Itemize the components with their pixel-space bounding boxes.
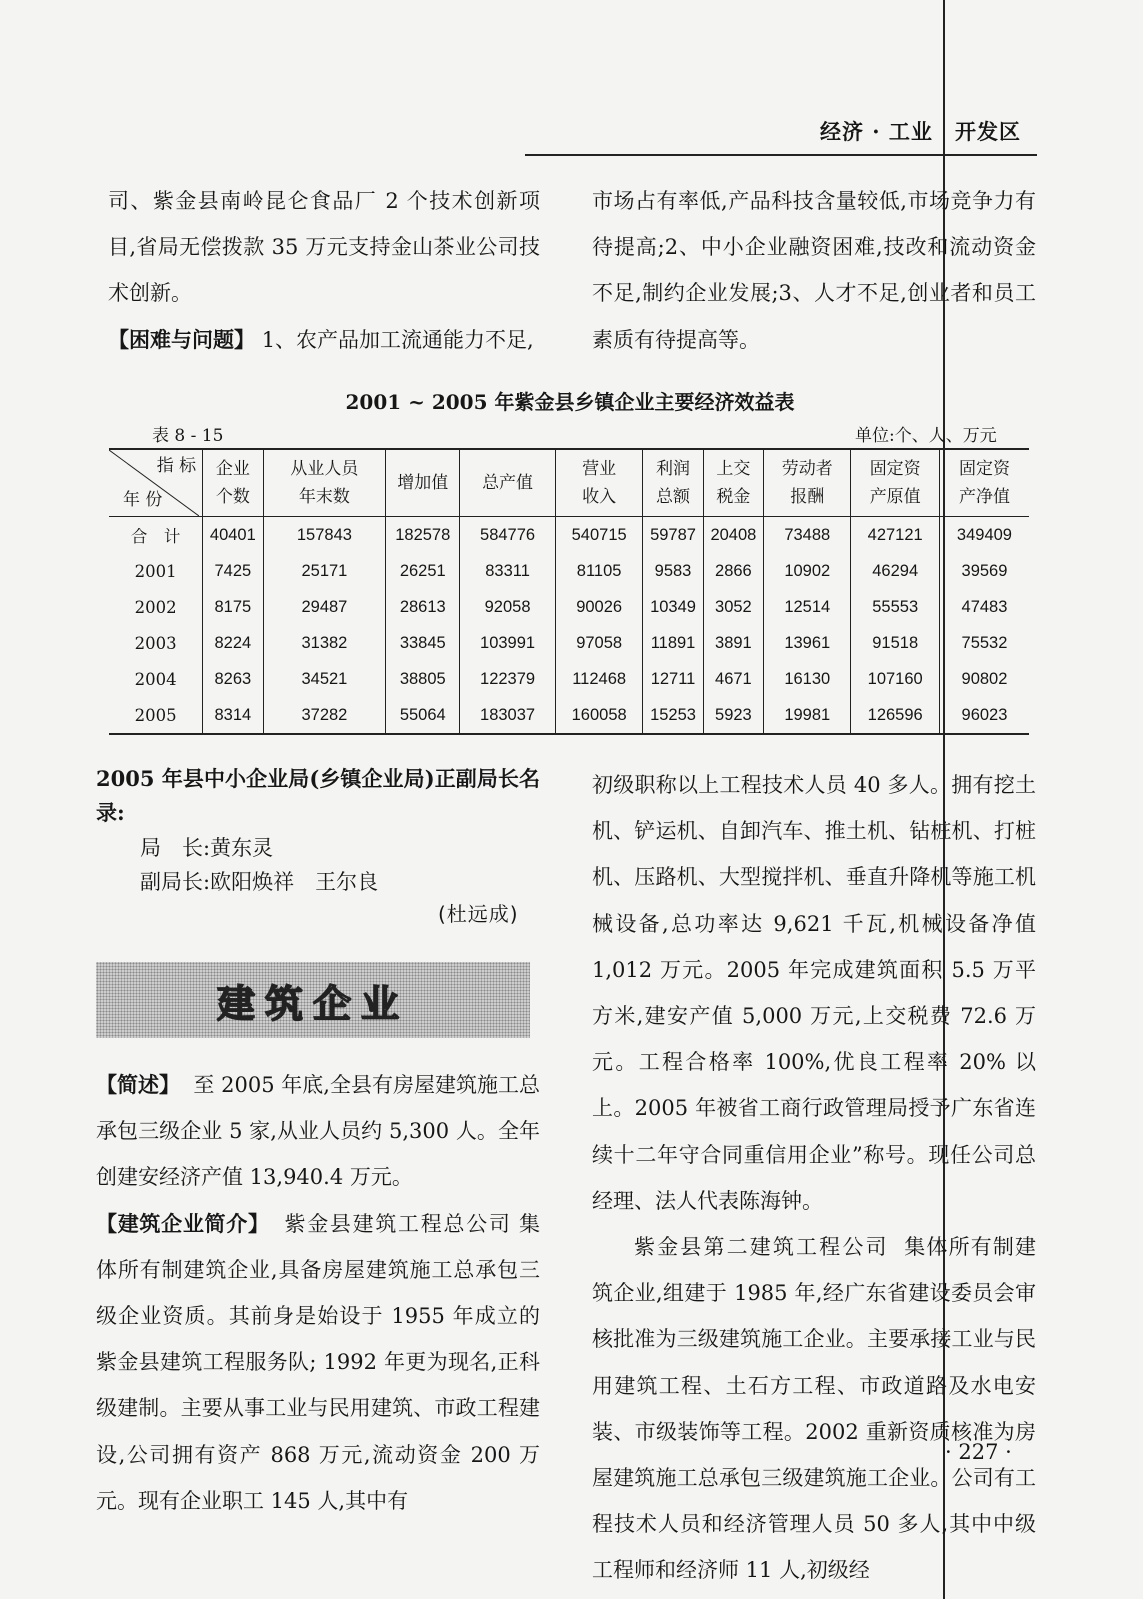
- table-unit: 单位:个、人、万元: [855, 426, 997, 446]
- table-cell: 90026: [555, 589, 642, 625]
- table-cell: 90802: [939, 661, 1029, 697]
- difficulty-label: 【困难与问题】: [108, 326, 255, 352]
- table-row-label: 2004: [134, 669, 177, 689]
- table-cell: 92058: [460, 589, 556, 625]
- running-header-section: 开发区: [955, 119, 1021, 144]
- table-cell: 10349: [643, 589, 703, 625]
- table-number: 表 8 - 15: [152, 426, 224, 446]
- table-header-text: 固定资: [958, 459, 1010, 479]
- table-header-text: 企业: [215, 459, 250, 479]
- table-header-cell: [851, 449, 939, 517]
- top-right-column: [592, 178, 1036, 363]
- running-header-category: 经济 · 工业: [820, 119, 933, 144]
- table-cell: 31382: [263, 625, 386, 661]
- section-banner-title: 建筑企业: [216, 981, 409, 1026]
- table-cell: 540715: [555, 517, 642, 554]
- table-row: [109, 697, 1029, 734]
- table-cell: 3052: [703, 589, 763, 625]
- table-cell: 11891: [643, 625, 703, 661]
- bottom-left-column: [96, 1062, 540, 1524]
- table-header-cell: [203, 449, 263, 517]
- corner-column-label: 指 标: [156, 456, 197, 476]
- table-cell: 10902: [764, 553, 851, 589]
- table-cell: 349409: [939, 517, 1029, 554]
- table-cell: 182578: [386, 517, 460, 554]
- deputy-director-line: 副局长:欧阳焕祥 王尔良: [140, 870, 379, 894]
- table-cell: 38805: [386, 661, 460, 697]
- table-header-text: 劳动者: [781, 459, 833, 479]
- table-header-text: 固定资: [869, 459, 921, 479]
- table-cell: 107160: [851, 661, 939, 697]
- bottom-right-column: [592, 762, 1036, 1594]
- table-cell: 4671: [703, 661, 763, 697]
- table-cell: 15253: [643, 697, 703, 734]
- table-cell: 103991: [460, 625, 556, 661]
- difficulty-paragraph: [108, 317, 540, 363]
- table-cell: 26251: [386, 553, 460, 589]
- table-cell: 3891: [703, 625, 763, 661]
- table-body: [109, 517, 1029, 735]
- table-corner-cell: [109, 449, 203, 517]
- table-cell: 2866: [703, 553, 763, 589]
- author-credit: (杜远成): [438, 902, 519, 926]
- table-cell: 33845: [386, 625, 460, 661]
- table-cell: 39569: [939, 553, 1029, 589]
- table-cell: 19981: [764, 697, 851, 734]
- summary-text: 至 2005 年底,全县有房屋建筑施工总承包三级企业 5 家,从业人员约 5,300 人。全年创建安经济产值 13,940.4 万元。: [96, 1073, 541, 1190]
- table-cell: 46294: [851, 553, 939, 589]
- table-cell: 59787: [643, 517, 703, 554]
- table-header-text: 总额: [656, 487, 691, 507]
- table-cell: 8314: [203, 697, 263, 734]
- intro-text: 集体所有制建筑企业,具备房屋建筑施工总承包三级企业资质。其前身是始设于 1955 年成立的紫金县建筑工程服务队; 1992 年更为现名,正科级建制。主要从事工业与民用建筑、市政工程建设,公司拥有资产 868 万元,流动资金 200 万元。现有企业职工 145 人,其中有: [96, 1211, 540, 1513]
- header-rule: [525, 154, 1037, 156]
- page-number: · 227 ·: [945, 1440, 1012, 1464]
- summary-paragraph: [96, 1062, 540, 1201]
- table-cell: 91518: [851, 625, 939, 661]
- corner-row-label: 年 份: [123, 490, 163, 510]
- table-header-cell: [643, 449, 703, 517]
- table-header-text: 个数: [215, 487, 250, 507]
- table-row: [109, 661, 1029, 697]
- difficulty-text: 1、农产品加工流通能力不足,: [261, 327, 534, 352]
- table-header-cell: [703, 449, 763, 517]
- company2-paragraph: [592, 1224, 1036, 1594]
- table-cell: 13961: [764, 625, 851, 661]
- directors-section: [96, 762, 540, 830]
- table-row: [109, 517, 1029, 554]
- table-cell: 584776: [460, 517, 556, 554]
- table-header-text: 从业人员: [290, 459, 359, 479]
- table-cell: 160058: [555, 697, 642, 734]
- table-row: [109, 553, 1029, 589]
- table-header-text: 报酬: [790, 487, 825, 507]
- table-cell: 20408: [703, 517, 763, 554]
- table-cell: 12711: [643, 661, 703, 697]
- table-cell: 7425: [203, 553, 263, 589]
- table-cell: 29487: [263, 589, 386, 625]
- table-cell: 34521: [263, 661, 386, 697]
- table-cell: 157843: [263, 517, 386, 554]
- intro-company-name: 紫金县建筑工程总公司: [284, 1211, 512, 1236]
- table-header-text: 收入: [582, 487, 617, 507]
- table-cell: 55064: [386, 697, 460, 734]
- table-header-cell: [939, 449, 1029, 517]
- table-cell: 5923: [703, 697, 763, 734]
- continued-paragraph: 司、紫金县南岭昆仑食品厂 2 个技术创新项目,省局无偿拨款 35 万元支持金山茶业公司技术创新。: [108, 189, 540, 306]
- company2-name: 紫金县第二建筑工程公司: [634, 1235, 889, 1260]
- table-cell: 16130: [764, 661, 851, 697]
- table-cell: 8175: [203, 589, 263, 625]
- table-row-label: 2003: [134, 633, 177, 653]
- intro-label: 【建筑企业简介】: [96, 1210, 270, 1236]
- company2-text: 集体所有制建筑企业,组建于 1985 年,经广东省建设委员会审核批准为三级建筑施工企业。主要承接工业与民用建筑工程、土石方工程、市政道路及水电安装、市级装饰等工程。2002 重新资质核准为房屋建筑施工总承包三级建筑施工企业。公司有工程技术人员和经济管理人员 50 多人,其中中级工程师和经济师 11 人,初级经: [592, 1235, 1037, 1583]
- table-row-label: 合 计: [130, 527, 181, 546]
- table-header-text: 利润: [656, 459, 691, 479]
- table-cell: 75532: [939, 625, 1029, 661]
- table-cell: 427121: [851, 517, 939, 554]
- table-cell: 126596: [851, 697, 939, 734]
- table-row-label: 2002: [134, 597, 177, 617]
- section-banner: [96, 962, 530, 1038]
- table-header-text: 税金: [716, 487, 751, 507]
- table-cell: 8224: [203, 625, 263, 661]
- directors-heading: 2005 年县中小企业局(乡镇企业局)正副局长名录:: [96, 766, 540, 825]
- table-header-cell: [764, 449, 851, 517]
- table-cell: 12514: [764, 589, 851, 625]
- table-row: [109, 589, 1029, 625]
- table-header-text: 产原值: [869, 487, 921, 507]
- table-cell: 40401: [203, 517, 263, 554]
- director-line: 局 长:黄东灵: [140, 836, 274, 860]
- table-cell: 96023: [939, 697, 1029, 734]
- table-header-text: 年末数: [298, 487, 350, 507]
- table-row-label: 2001: [134, 561, 177, 581]
- table-title: 2001 ~ 2005 年紫金县乡镇企业主要经济效益表: [345, 390, 795, 414]
- table-header-text: 产净值: [958, 487, 1010, 507]
- table-cell: 73488: [764, 517, 851, 554]
- table-cell: 25171: [263, 553, 386, 589]
- table-header-cell: [386, 449, 460, 517]
- table-cell: 122379: [460, 661, 556, 697]
- table-header-cell: [460, 449, 556, 517]
- company1-continued: 初级职称以上工程技术人员 40 多人。拥有挖土机、铲运机、自卸汽车、推土机、钻桩机、打桩机、压路机、大型搅拌机、垂直升降机等施工机械设备,总功率达 9,621 千瓦,机械设备净值 1,012 万元。2005 年完成建筑面积 5.5 万平方米,建安产值 5,000 万元,上交税费 72.6 万元。工程合格率 100%,优良工程率 20% 以上。2005 年被省工商行政管理局授予广东省连续十二年守合同重信用企业”称号。现任公司总经理、法人代表陈海钟。: [592, 773, 1036, 1213]
- table-cell: 112468: [555, 661, 642, 697]
- table-cell: 183037: [460, 697, 556, 734]
- table-header-text: 上交: [716, 459, 751, 479]
- table-cell: 9583: [643, 553, 703, 589]
- table-cell: 47483: [939, 589, 1029, 625]
- table-cell: 83311: [460, 553, 556, 589]
- economic-benefits-table: [109, 448, 1029, 735]
- table-header-cell: [263, 449, 386, 517]
- table-cell: 55553: [851, 589, 939, 625]
- table-header-text: 增加值: [397, 473, 449, 493]
- table-cell: 97058: [555, 625, 642, 661]
- table-row-label: 2005: [109, 697, 203, 734]
- table-header-cell: [555, 449, 642, 517]
- intro-paragraph: [96, 1201, 540, 1524]
- summary-label: 【简述】: [96, 1072, 181, 1097]
- table-header-text: 总产值: [482, 473, 534, 493]
- table-cell: 37282: [263, 697, 386, 734]
- table-cell: 28613: [386, 589, 460, 625]
- problems-paragraph: 市场占有率低,产品科技含量较低,市场竞争力有待提高;2、中小企业融资困难,技改和流动资金不足,制约企业发展;3、人才不足,创业者和员工素质有待提高等。: [592, 189, 1036, 352]
- table-header-text: 营业: [582, 459, 617, 479]
- table-cell: 81105: [555, 553, 642, 589]
- table-cell: 8263: [203, 661, 263, 697]
- top-left-column: [108, 178, 540, 363]
- table-header-row: [109, 449, 1029, 517]
- table-row: [109, 625, 1029, 661]
